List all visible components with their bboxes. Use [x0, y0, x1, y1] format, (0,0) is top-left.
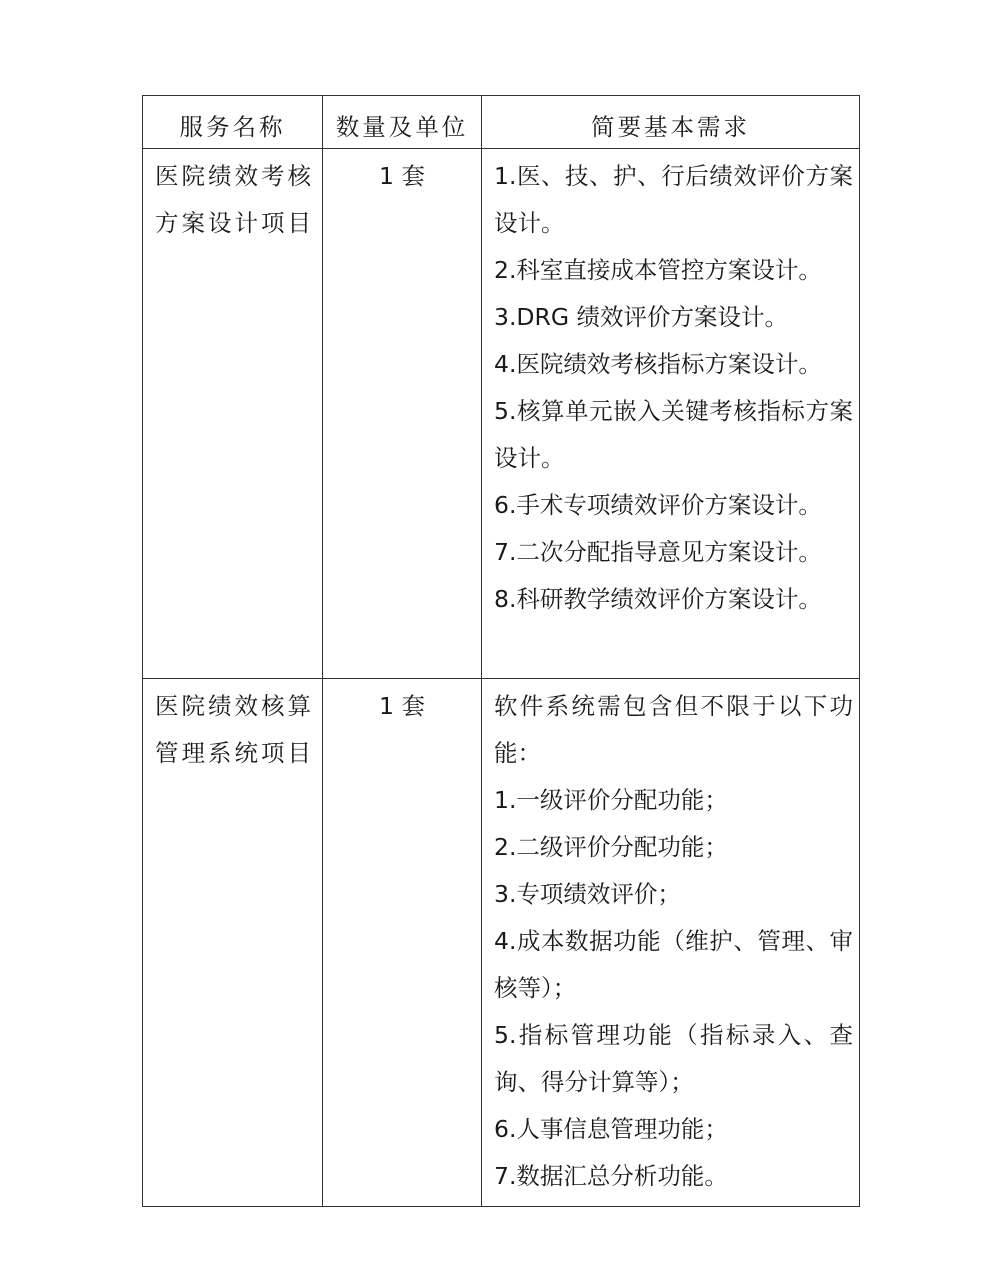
requirement-item: 8.科研教学绩效评价方案设计。 — [494, 585, 822, 613]
requirement-item: 6.手术专项绩效评价方案设计。 — [494, 491, 822, 519]
header-quantity: 数量及单位 — [323, 96, 482, 149]
requirement-item: 1.一级评价分配功能； — [494, 786, 728, 814]
requirements-cell — [482, 679, 860, 1207]
requirement-item: 2.科室直接成本管控方案设计。 — [494, 256, 822, 284]
requirement-item: 7.二次分配指导意见方案设计。 — [494, 538, 822, 566]
requirement-item: 软件系统需包含但不限于以下功能： — [494, 692, 853, 767]
service-name: 医院绩效考核方案设计项目 — [155, 162, 314, 237]
quantity-cell: 1 套 — [323, 149, 482, 679]
service-name: 医院绩效核算管理系统项目 — [155, 692, 314, 767]
requirement-item: 2.二级评价分配功能； — [494, 833, 728, 861]
requirement-item: 5.指标管理功能（指标录入、查询、得分计算等）； — [494, 1021, 853, 1096]
requirement-item: 5.核算单元嵌入关键考核指标方案设计。 — [494, 397, 853, 472]
header-service-name: 服务名称 — [143, 96, 323, 149]
requirement-item: 1.医、技、护、行后绩效评价方案设计。 — [494, 162, 853, 237]
table-header-row — [143, 96, 860, 149]
table-row — [143, 679, 860, 1207]
requirement-item: 3.专项绩效评价； — [494, 880, 681, 908]
requirement-item: 6.人事信息管理功能； — [494, 1115, 728, 1143]
header-requirements: 简要基本需求 — [482, 96, 860, 149]
requirements-cell — [482, 149, 860, 679]
table-row — [143, 149, 860, 679]
service-name-cell — [143, 679, 323, 1207]
service-name-cell — [143, 149, 323, 679]
requirement-item: 4.医院绩效考核指标方案设计。 — [494, 350, 822, 378]
requirements-table — [142, 95, 860, 1207]
requirement-item: 3.DRG 绩效评价方案设计。 — [494, 303, 789, 331]
quantity-cell: 1 套 — [323, 679, 482, 1207]
requirement-item: 7.数据汇总分析功能。 — [494, 1162, 728, 1190]
requirement-item: 4.成本数据功能（维护、管理、审核等）； — [494, 927, 853, 1002]
